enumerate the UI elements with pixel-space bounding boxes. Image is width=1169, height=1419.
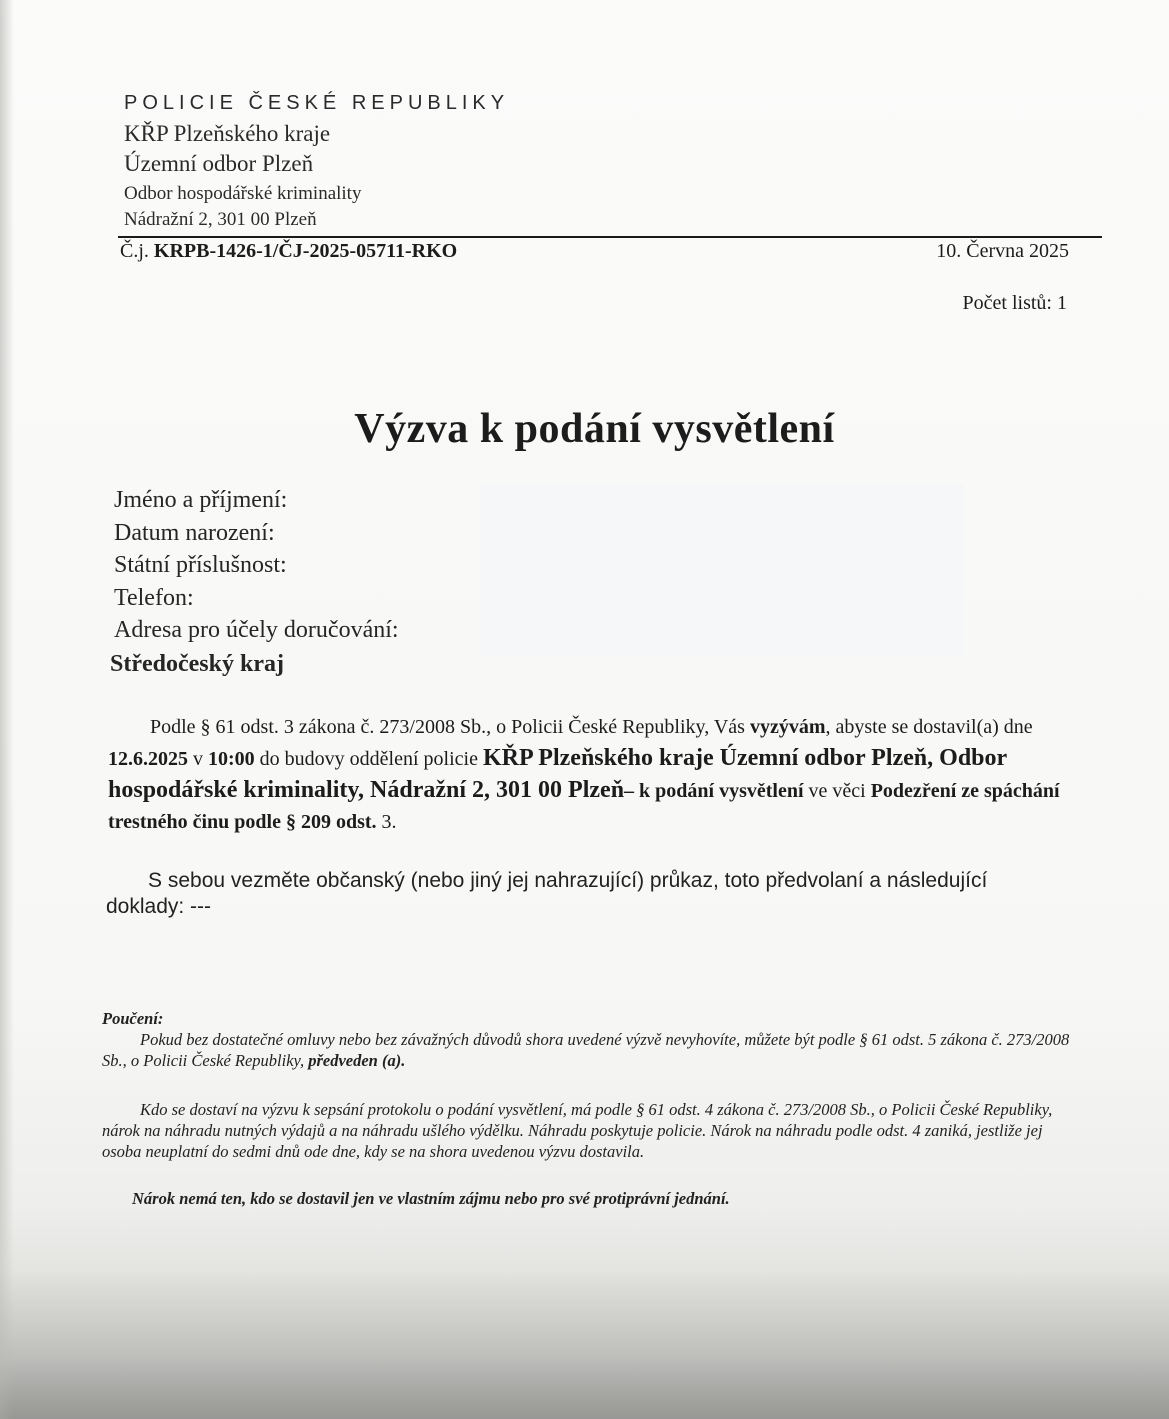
summons-time: 10:00 (208, 748, 255, 770)
notice-consequence: předveden (a). (308, 1051, 406, 1070)
document-title: Výzva k podání vysvětlení (354, 406, 835, 452)
header-regional-directorate: KŘP Plzeňského kraje (124, 121, 331, 146)
summons-paragraph (108, 712, 1068, 838)
summons-matter: Podezření ze spáchání trestného činu podle § 209 odst. (108, 780, 1060, 833)
notice-heading: Poučení: (102, 1009, 164, 1028)
summons-text: Podle § 61 odst. 3 zákona č. 273/2008 Sb., o Policii České Republiky, Vás (150, 716, 750, 738)
region-value: Středočeský kraj (110, 650, 284, 677)
notice-text: Pokud bez dostatečné omluvy nebo bez závažných důvodů shora uvedené výzvě nevyhovíte, můžete být podle § 61 odst. 5 zákona č. 273/2008 Sb., o Policii České Republiky, (102, 1030, 1070, 1070)
summons-verb: vyzývám (749, 716, 826, 738)
documents-paragraph (106, 868, 1051, 920)
name-label: Jméno a příjmení: (114, 487, 288, 513)
legal-notice (102, 1008, 1082, 1209)
notice-text: Kdo se dostaví na výzvu k sepsání protokolu o podání vysvětlení, má podle § 61 odst. 4 zákona č. 273/2008 Sb., o Policii České Republiky, nárok na náhradu nutných výdajů a na náhradu ušlého výdělku. Náhradu poskytuje policie. Nárok na náhradu podle odst. 4 zaniká, jestliže jej osoba neuplatní do sedmi dnů ode dne, kdy se na shora uvedenou výzvu dostavila. (102, 1100, 1053, 1161)
documents-text: S sebou vezměte občanský (nebo jiný jej nahrazující) průkaz, toto předvolaní a následující doklady: --- (106, 869, 988, 918)
summons-location: KŘP Plzeňského kraje Územní odbor Plzeň, Odbor hospodářské kriminality, Nádražní 2, 301 00 Plzeň (108, 745, 1007, 803)
summons-text: – k (624, 780, 656, 802)
notice-paragraph-3: Nárok nemá ten, kdo se dostavil jen ve vlastním zájmu nebo pro své protiprávní jednání. (132, 1189, 730, 1208)
reference-prefix: Č.j. (120, 240, 149, 262)
sheet-count: Počet listů: 1 (962, 292, 1067, 314)
photo-bottom-shadow (0, 1270, 1169, 1419)
header-divider (118, 236, 1102, 238)
header-address: Nádražní 2, 301 00 Plzeň (124, 209, 317, 230)
summons-text: , abyste se dostavil(a) dne (825, 716, 1033, 738)
notice-paragraph-1 (102, 1029, 1082, 1071)
summons-text: 3. (376, 811, 397, 833)
document-date: 10. Června 2025 (936, 240, 1069, 262)
recipient-fields (110, 484, 399, 680)
phone-label: Telefon: (114, 584, 194, 611)
summons-text: do budovy oddělení policie (254, 748, 483, 770)
nationality-label: Státní příslušnost: (114, 552, 287, 578)
header-division: Odbor hospodářské kriminality (124, 183, 362, 204)
reference-value: KRPB-1426-1/ČJ-2025-05711-RKO (153, 240, 458, 262)
birth-date-label: Datum narození: (114, 519, 275, 546)
header-organization: POLICIE ČESKÉ REPUBLIKY (124, 92, 510, 114)
reference-number (120, 240, 457, 263)
notice-paragraph-2 (102, 1099, 1082, 1162)
address-label: Adresa pro účely doručování: (114, 617, 399, 643)
summons-purpose: podání vysvětlení (655, 780, 804, 802)
summons-text: ve věci (803, 780, 871, 802)
redacted-area (480, 484, 964, 656)
header-territorial-department: Územní odbor Plzeň (124, 151, 314, 176)
summons-date: 12.6.2025 (108, 748, 188, 770)
summons-text: v (188, 748, 208, 770)
page-edge-shadow (0, 0, 14, 1419)
